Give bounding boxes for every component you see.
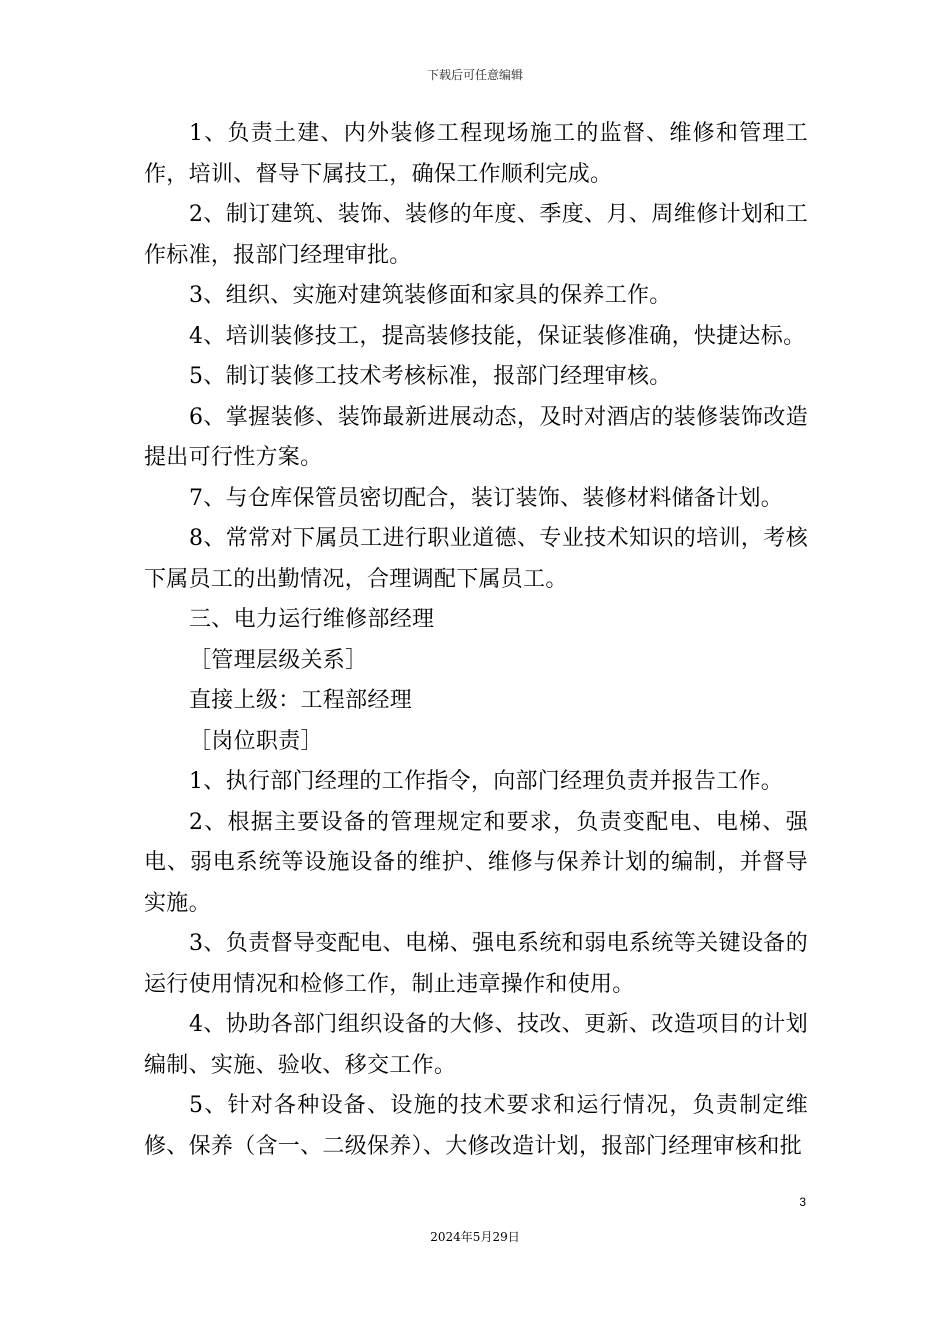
page-number: 3 [799,1195,806,1209]
paragraph-5: 5、制订装修工技术考核标准，报部门经理审核。 [189,364,672,389]
duty-2: 2、根据主要设备的管理规定和要求，负责变配电、电梯、强电、弱电系统等设施设备的维护、维修与保养计划的编制，并督导实施。 [144,809,808,916]
page-header: 下载后可任意编辑 [426,68,523,82]
paragraph-1: 1、负责土建、内外装修工程现场施工的监督、维修和管理工作，培训、督导下属技工，确保工作顺利完成。 [144,121,808,187]
subsection-label-hierarchy: ［管理层级关系］ [189,647,368,673]
paragraph-6: 6、掌握装修、装饰最新进展动态，及时对酒店的装修装饰改造提出可行性方案。 [144,404,808,470]
duty-1: 1、执行部门经理的工作指令，向部门经理负责并报告工作。 [189,769,784,794]
duty-4: 4、协助各部门组织设备的大修、技改、更新、改造项目的计划编制、实施、验收、移交工作。 [144,1012,808,1078]
paragraph-4: 4、培训装修技工，提高装修技能，保证装修准确，快捷达标。 [189,323,806,349]
section-heading: 三、电力运行维修部经理 [189,607,435,632]
duty-3: 3、负责督导变配电、电梯、强电系统和弱电系统等关键设备的运行使用情况和检修工作，制止违章操作和使用。 [144,931,808,997]
footer-date: 2024年5月29日 [430,1230,520,1244]
document-body [144,114,808,1167]
paragraph-2: 2、制订建筑、装饰、装修的年度、季度、月、周维修计划和工作标准，报部门经理审批。 [144,202,808,268]
paragraph-3: 3、组织、实施对建筑装修面和家具的保养工作。 [189,283,672,308]
direct-superior: 直接上级：工程部经理 [189,688,413,713]
paragraph-8: 8、常常对下属员工进行职业道德、专业技术知识的培训，考核下属员工的出勤情况，合理调配下属员工。 [144,526,808,592]
paragraph-7: 7、与仓库保管员密切配合，装订装饰、装修材料储备计划。 [189,485,784,511]
subsection-label-duties: ［岗位职责］ [189,728,323,754]
duty-5: 5、针对各种设备、设施的技术要求和运行情况，负责制定维修、保养（含一、二级保养）、大修改造计划，报部门经理审核和批 [144,1093,808,1159]
